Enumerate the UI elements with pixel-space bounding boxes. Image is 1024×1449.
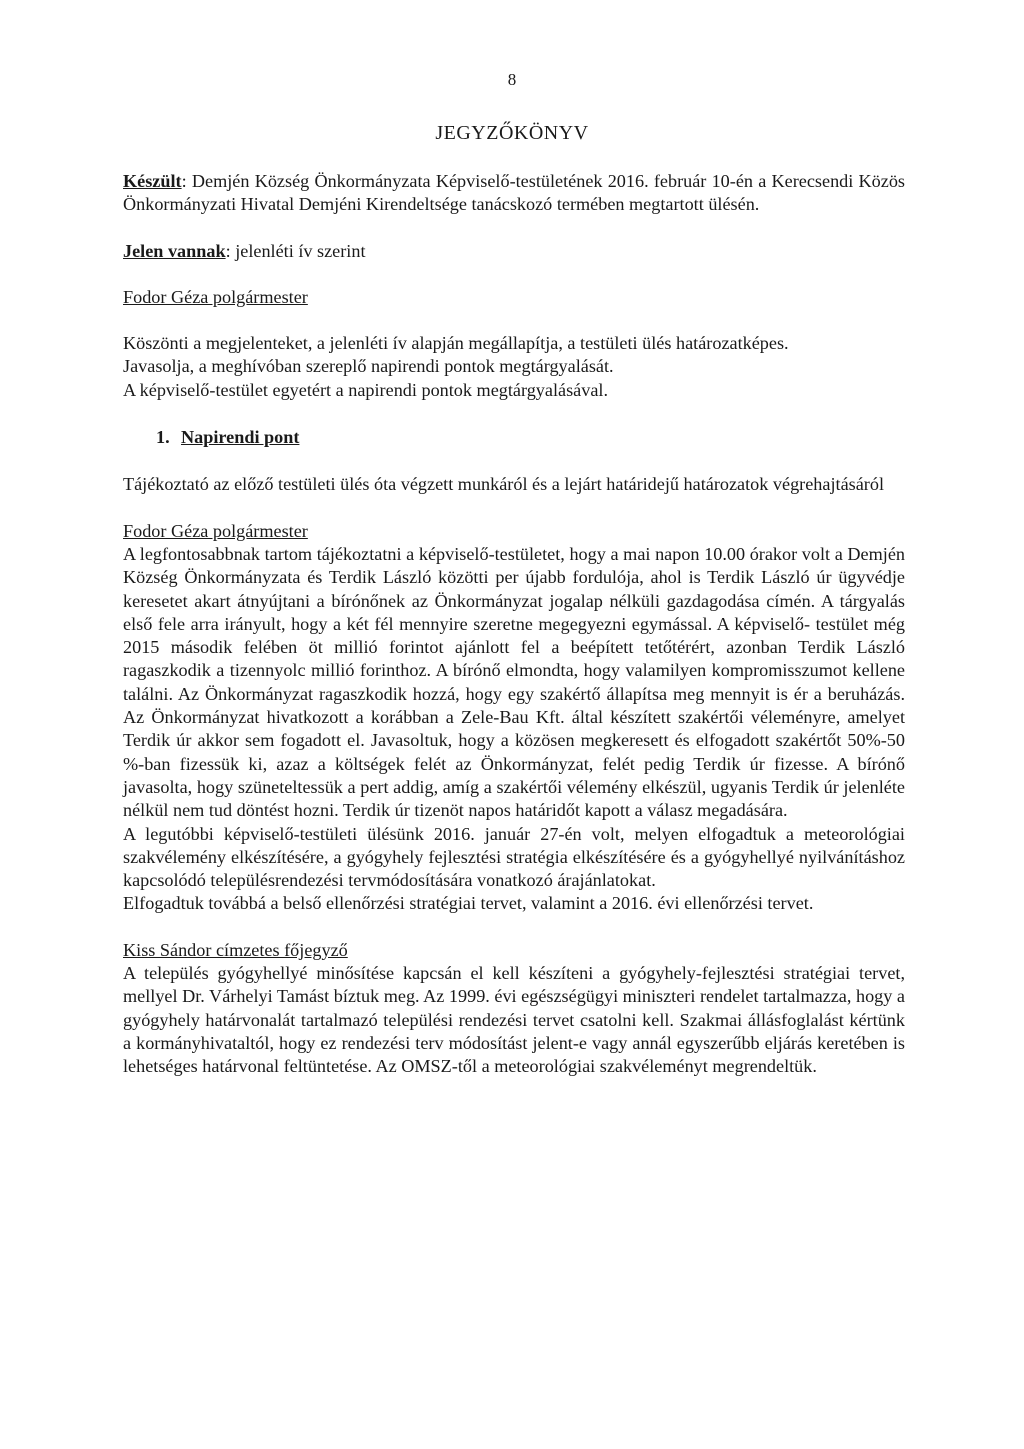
agenda-number: 1. (156, 427, 170, 448)
speaker-heading: Fodor Géza polgármester (123, 520, 308, 541)
speech-paragraph: Elfogadtuk továbbá a belső ellenőrzési stratégiai tervet, valamint a 2016. évi ellenőrzési tervet. (123, 893, 814, 914)
intro-line: A képviselő-testület egyetért a napirendi pontok megtárgyalásával. (123, 379, 609, 400)
keszult-paragraph (123, 170, 905, 217)
intro-line: Köszönti a megjelenteket, a jelenléti ív alapján megállapítja, a testületi ülés határozatképes. (123, 333, 789, 354)
intro-line: Javasolja, a meghívóban szereplő napirendi pontok megtárgyalását. (123, 356, 614, 377)
speech-paragraph: A település gyógyhellyé minősítése kapcsán el kell készíteni a gyógyhely-fejlesztési stratégiai tervet, mellyel Dr. Várhelyi Tamást bíztuk meg. Az 1999. évi egészségügyi miniszteri rendelet tartalmazza, hogy a gyógyhely határvonalát tartalmazó települési rendezési tervet csatolni kell. Szakmai állásfoglalást kértünk a kormányhivataltól, hogy ez rendezési terv módosítást jelent-e vagy annál egyszerűbb eljárás keretében is lehetséges határvonal feltüntetése. Az OMSZ-től a meteorológiai szakvéleményt megrendeltük. (123, 963, 905, 1077)
speech-paragraph: A legutóbbi képviselő-testületi ülésünk 2016. január 27-én volt, melyen elfogadtuk a meteorológiai szakvélemény elkészítésére, a gyógyhely fejlesztési stratégia elkészítésére és a gyógyhellyé nyilvánításhoz kapcsolódó településrendezési tervmódosítására vonatkozó árajánlatokat. (123, 823, 905, 891)
speaker-heading: Kiss Sándor címzetes főjegyző (123, 939, 348, 960)
intro-block (123, 332, 905, 402)
document-title: JEGYZŐKÖNYV (435, 122, 589, 144)
attendees-text: jelenléti ív szerint (230, 240, 366, 261)
keszult-label: Készült (123, 171, 182, 191)
attendees-line (123, 240, 905, 263)
attendees-label: Jelen vannak (123, 240, 226, 261)
agenda-subject: Tájékoztató az előző testületi ülés óta végzett munkáról és a lejárt határidejű határozatok végrehajtásáról (123, 474, 885, 495)
keszult-separator: : (181, 171, 187, 191)
document-body (123, 170, 905, 1079)
agenda-heading (123, 426, 905, 449)
speech-paragraph: A legfontosabbnak tartom tájékoztatni a képviselő-testületet, hogy a mai napon 10.00 órakor volt a Demjén Község Önkormányzata és Terdik László közötti per újabb fordulója, ahol is Terdik László úr ügyvédje keresetet akart átnyújtani a bírónőnek az Önkormányzat jogalap nélküli gazdagodása címén. A tárgyalás első fele arra irányult, hogy a két fél mennyire szeretne megegyezni egymással. A képviselő- testület még 2015 második felében öt millió forintot ajánlott fel a beépített tetőtérért, azonban Terdik László ragaszkodik a tizennyolc millió forinthoz. A bírónő elmondta, hogy valamilyen kompromisszumot kellene találni. Az Önkormányzat ragaszkodik hozzá, hogy egy szakértő állapítsa meg mennyit is ér a beruházás. Az Önkormányzat hivatkozott a korábban a Zele-Bau Kft. által készített szakértői véleményre, amelyet Terdik úr akkor sem fogadott el. Javasoltuk, hogy a közösen megkeresett és elfogadott szakértőt 50%-50 %-ban fizessük ki, azaz a költségek felét az Önkormányzat, felét pedig Terdik úr fizesse. A bírónő javasolta, hogy szüneteltessük a pert addig, amíg a szakértői vélemény elkészül, ugyanis Terdik úr jelenléte nélkül nem tud döntést hozni. Terdik úr tizenöt napos határidőt kapott a válasz megadására. (123, 543, 905, 821)
agenda-label: Napirendi pont (181, 427, 300, 448)
page-number: 8 (507, 70, 517, 89)
speaker-heading: Fodor Géza polgármester (123, 286, 308, 307)
keszult-text: Demjén Község Önkormányzata Képviselő-testületének 2016. február 10-én a Kerecsendi Közös Önkormányzati Hivatal Demjéni Kirendeltsége tanácskozó termében megtartott ülésén. (123, 171, 905, 215)
attendees-separator: : (225, 240, 231, 261)
